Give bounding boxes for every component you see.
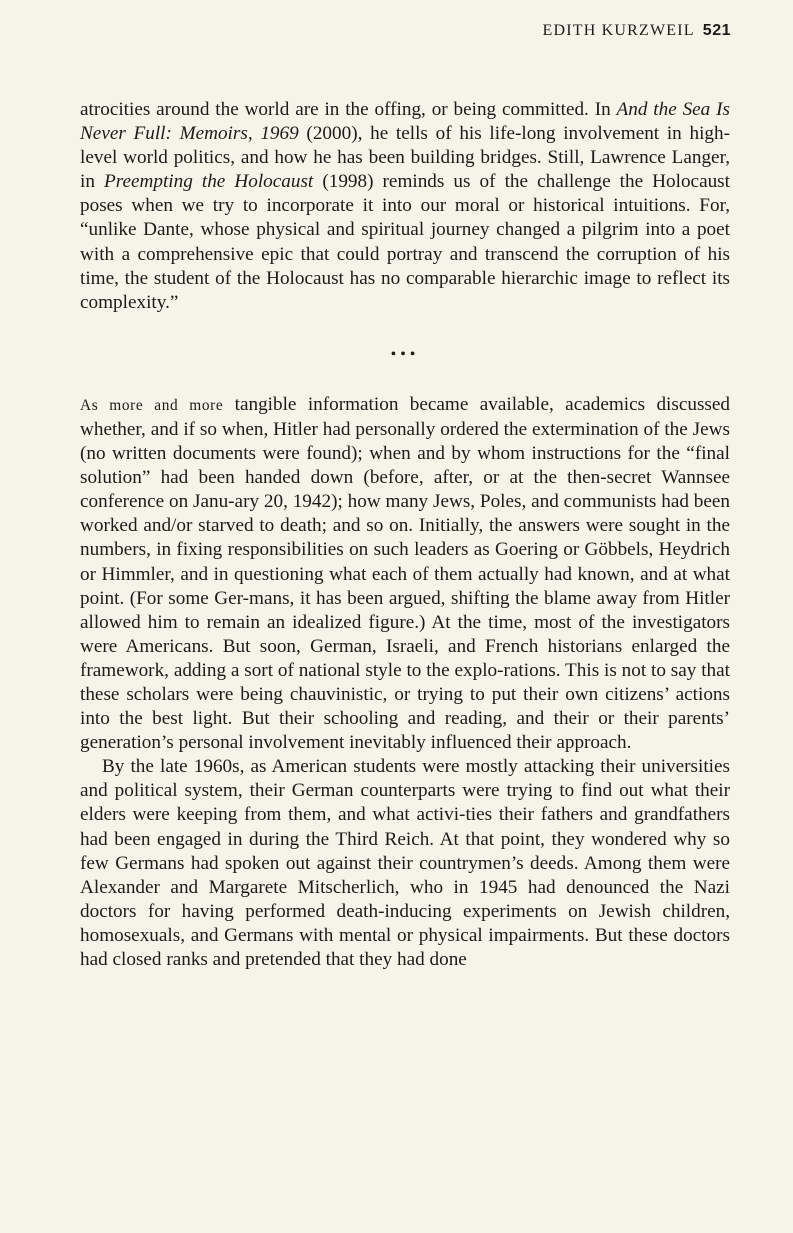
paragraph-text: (2000), he tells of his life-long involvement in high-level world politics, and how he has been building bridges. Still, Lawrence Langer, in bbox=[80, 123, 730, 193]
section-break-ornament: ••• bbox=[390, 345, 420, 363]
paragraph-text: atrocities around the world are in the offing, or being committed. In bbox=[80, 99, 617, 120]
body-text bbox=[80, 98, 730, 972]
paragraph-text: tangible information became available, academics discussed whether, and if so when, Hitler had personally ordered the extermination of the Jews (no written documents were found); when and by whom instructions for the “final solution” had been handed down (before, after, or at the then-secret Wannsee conference on Janu-ary 20, 1942); how many Jews, Poles, and communists had been worked and/or starved to death; and so on. Initially, the answers were sought in the numbers, in fixing responsibilities on such leaders as Goering or Göbbels, Heydrich or Himmler, and in questioning what each of them actually had known, and at what point. (For some Ger-mans, it has been argued, shifting the blame away from Hitler allowed him to remain an idealized figure.) At the time, most of the investigators were Americans. But soon, German, Israeli, and French historians enlarged the framework, adding a sort of national style to the explo-rations. This is not to say that these scholars were being chauvinistic, or trying to put their own citizens’ actions into the best light. But their schooling and reading, and their or their parents’ generation’s personal involvement inevitably influenced their approach. bbox=[80, 393, 731, 754]
book-title: And the Sea Is Never Full: Memoirs, 1969 bbox=[80, 99, 730, 145]
page-number: 521 bbox=[702, 22, 731, 39]
running-head bbox=[542, 22, 731, 40]
small-caps-lead-in: As more and more bbox=[80, 396, 224, 414]
paragraph-text: (1998) reminds us of the challenge the Holocaust poses when we try to incorporate it into our moral or historical intuitions. For, “unlike Dante, whose physical and spiritual journey changed a pilgrim into a poet with a comprehensive epic that could portray and transcend the corruption of his time, the student of the Holocaust has no comparable hierarchic image to reflect its complexity.” bbox=[80, 171, 730, 313]
book-title: Preempting the Holocaust bbox=[104, 171, 314, 193]
paragraph bbox=[80, 393, 730, 755]
paragraph bbox=[80, 755, 730, 972]
paragraph-continued bbox=[80, 98, 730, 315]
running-head-author: EDITH KURZWEIL bbox=[542, 22, 695, 39]
paragraph-text: By the late 1960s, as American students were mostly attacking their universities and political system, their German counterparts were trying to find out what their elders were keeping from them, and what activi-ties their fathers and grandfathers had been engaged in during the Third Reich. At that point, they wondered why so few Germans had spoken out against their countrymen’s deeds. Among them were Alexander and Margarete Mitscherlich, who in 1945 had denounced the Nazi doctors for having performed death-inducing experiments on Jewish children, homosexuals, and Germans with mental or physical impairments. But these doctors had closed ranks and pretended that they had done bbox=[80, 756, 730, 970]
